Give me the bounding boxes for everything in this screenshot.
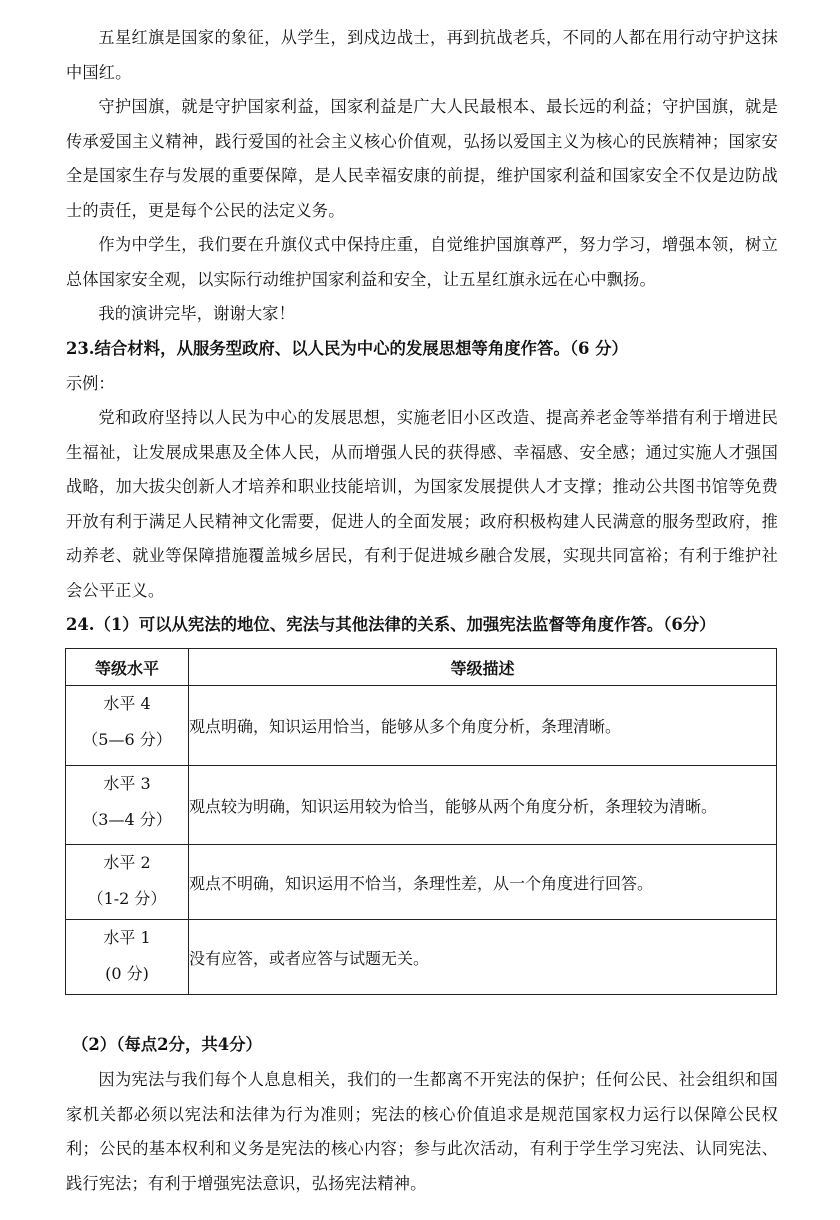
example-label: 示例： [66, 374, 115, 393]
description-cell: 没有应答，或者应答与试题无关。 [189, 920, 777, 995]
speech-paragraph-3: 作为中学生，我们要在升旗仪式中保持庄重，自觉维护国旗尊严，努力学习，增强本领，树立总体国家安全观，以实际行动维护国家利益和安全，让五星红旗永远在心中飘扬。 [66, 235, 778, 289]
question-23-heading: 23.结合材料，从服务型政府、以人民为中心的发展思想等角度作答。（6 分） [66, 339, 628, 358]
description-cell: 观点较为明确，知识运用较为恰当，能够从两个角度分析，条理较为清晰。 [189, 766, 777, 845]
description-cell: 观点不明确，知识运用不恰当，条理性差，从一个角度进行回答。 [189, 845, 777, 920]
level-name: 水平 4 [103, 694, 151, 713]
table-header-row [66, 649, 777, 686]
level-name: 水平 1 [103, 928, 151, 947]
header-level: 等级水平 [66, 649, 189, 686]
level-cell [66, 766, 189, 845]
header-description: 等级描述 [189, 649, 777, 686]
level-score: （5—6 分） [82, 730, 172, 749]
table-row [66, 686, 777, 766]
level-name: 水平 3 [103, 774, 151, 793]
speech-paragraph-2: 守护国旗，就是守护国家利益，国家利益是广大人民最根本、最长远的利益；守护国旗，就是传承爱国主义精神，践行爱国的社会主义核心价值观，弘扬以爱国主义为核心的民族精神；国家安全是国家生存与发展的重要保障，是人民幸福安康的前提，维护国家利益和国家安全不仅是边防战士的责任，更是每个公民的法定义务。 [66, 97, 778, 220]
level-score: （3—4 分） [82, 810, 172, 829]
grading-rubric-table [65, 648, 777, 995]
table-row [66, 766, 777, 845]
question-24-part2-answer: 因为宪法与我们每个人息息相关，我们的一生都离不开宪法的保护；任何公民、社会组织和国家机关都必须以宪法和法律为行为准则；宪法的核心价值追求是规范国家权力运行以保障公民权利；公民的基本权利和义务是宪法的核心内容；参与此次活动，有利于学生学习宪法、认同宪法、践行宪法；有利于增强宪法意识，弘扬宪法精神。 [66, 1070, 778, 1193]
speech-paragraph-4: 我的演讲完毕，谢谢大家！ [98, 304, 296, 323]
speech-paragraph-1: 五星红旗是国家的象征，从学生，到戍边战士，再到抗战老兵，不同的人都在用行动守护这抹中国红。 [66, 28, 778, 82]
level-score: （1-2 分） [87, 889, 167, 908]
question-24-part2-heading: （2）（每点2分，共4分） [72, 1035, 262, 1054]
question-24-part1-heading: 24.（1）可以从宪法的地位、宪法与其他法律的关系、加强宪法监督等角度作答。（6分） [66, 615, 716, 634]
question-23-answer: 党和政府坚持以人民为中心的发展思想，实施老旧小区改造、提高养老金等举措有利于增进民生福祉，让发展成果惠及全体人民，从而增强人民的获得感、幸福感、安全感；通过实施人才强国战略，加大拔尖创新人才培养和职业技能培训，为国家发展提供人才支撑；推动公共图书馆等免费开放有利于满足人民精神文化需要，促进人的全面发展；政府积极构建人民满意的服务型政府，推动养老、就业等保障措施覆盖城乡居民，有利于促进城乡融合发展，实现共同富裕；有利于维护社会公平正义。 [66, 408, 778, 600]
level-name: 水平 2 [103, 853, 151, 872]
level-cell [66, 686, 189, 766]
description-cell: 观点明确，知识运用恰当，能够从多个角度分析，条理清晰。 [189, 686, 777, 766]
level-cell [66, 845, 189, 920]
level-score: (0 分) [105, 964, 149, 983]
table-row [66, 845, 777, 920]
table-row [66, 920, 777, 995]
level-cell [66, 920, 189, 995]
